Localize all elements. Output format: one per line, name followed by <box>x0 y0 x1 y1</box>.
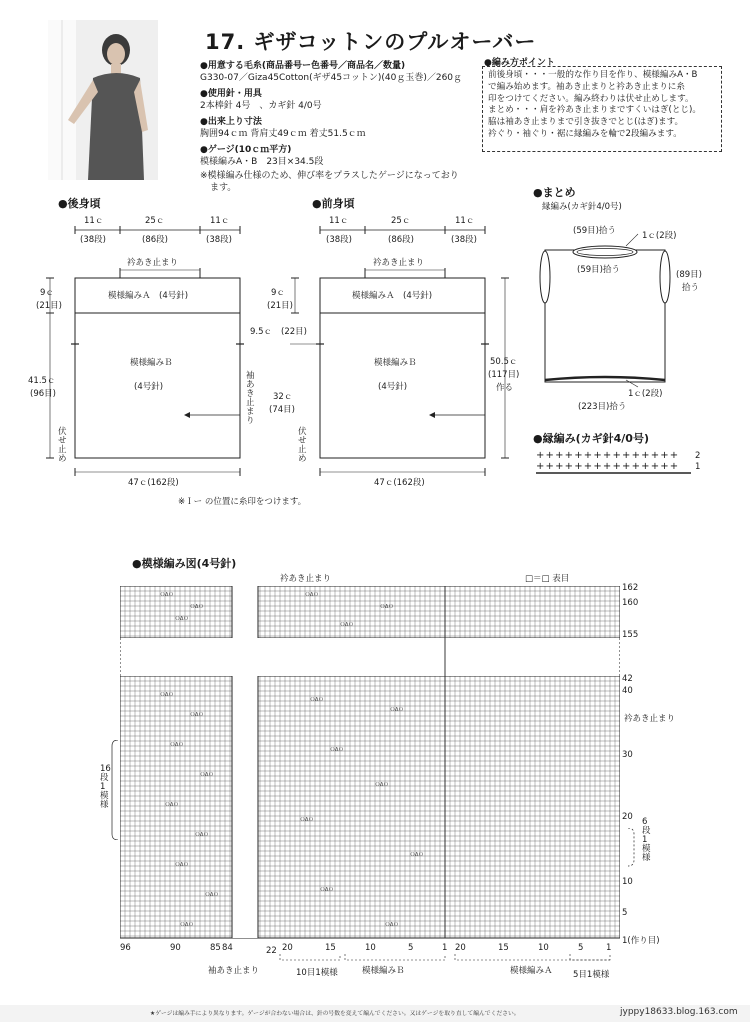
front-arm1-rows: (22目) <box>281 327 307 337</box>
chart-row-label: 1(作り目) <box>622 936 660 946</box>
edging-row-1-stitches: + + + + + + + + + + + + + + + <box>536 461 678 472</box>
model-photo <box>48 20 158 180</box>
chart-col-label: 15 <box>498 943 509 953</box>
yarn-heading: ●用意する毛糸(商品番号ー色番号／商品名／数量) <box>200 61 406 71</box>
front-bindoff: 伏せ止め <box>298 427 307 464</box>
front-pattern-a: 模様編みＡ (4号針) <box>352 291 433 301</box>
chart-col-label: 22 <box>266 946 277 956</box>
finishing-heading: ●まとめ <box>533 186 576 199</box>
front-pattern-b: 模様編みＢ <box>374 358 417 368</box>
model-photo-illustration <box>48 20 158 180</box>
svg-text:ＯΔＯ: ＯΔＯ <box>410 852 424 858</box>
points-line: 印をつけてください。編み終わりは伏せ止めします。 <box>488 93 694 104</box>
chart-pattern-a: 模様編みＡ <box>510 966 553 976</box>
back-heading: ●後身頃 <box>58 197 101 210</box>
chart-col-label: 20 <box>455 943 466 953</box>
back-h1: 9ｃ <box>40 288 54 298</box>
svg-text:ＯΔＯ: ＯΔＯ <box>180 922 194 928</box>
back-width-center: 25ｃ <box>145 216 165 226</box>
svg-text:ＯΔＯ: ＯΔＯ <box>195 832 209 838</box>
chart-col-label: 5 <box>578 943 584 953</box>
footer-note: ★ゲージは編み手により異なります。ゲージが合わない場合は、針の号数を変えて編んでください。又はゲージを取り直して編んでください。 <box>150 1011 520 1017</box>
points-line: 前後身頃・・・一般的な作り目を作り、模様編みA・B <box>488 70 698 80</box>
chart-col-label: 1 <box>606 943 612 953</box>
chart-row-label: 30 <box>622 750 633 760</box>
svg-text:ＯΔＯ: ＯΔＯ <box>200 772 214 778</box>
chart-repeat-10: 10目1模様 <box>296 968 338 978</box>
chart-row-label: 40 <box>622 686 633 696</box>
chart-repeat-16-bracket <box>110 740 120 840</box>
marker-note: ※Ｉー の位置に糸印をつけます。 <box>178 497 307 507</box>
chart-row-label: 42 <box>622 674 633 684</box>
chart-repeat-6-bracket <box>626 828 638 868</box>
svg-text:ＯΔＯ: ＯΔＯ <box>380 604 394 610</box>
back-h2-rows: (96目) <box>30 389 56 399</box>
back-rows-left: (38段) <box>80 235 106 245</box>
points-heading: ●編み方ポイント <box>484 58 555 68</box>
points-box <box>482 66 722 152</box>
front-make: 作る <box>496 383 514 393</box>
page-title: 17. ギザコットンのプルオーバー <box>205 30 537 54</box>
front-neck-stop: 衿あき止まり <box>373 258 425 268</box>
svg-text:ＯΔＯ: ＯΔＯ <box>320 887 334 893</box>
chart-row-label: 20 <box>622 812 633 822</box>
front-total: 50.5ｃ <box>490 357 518 367</box>
front-needle-b: (4号針) <box>378 382 408 392</box>
chart-col-label: 15 <box>325 943 336 953</box>
edging-row-1: 1 <box>695 462 701 472</box>
chart-col-label: 85 <box>210 943 221 953</box>
needles-heading: ●使用針・用具 <box>200 89 262 99</box>
back-rows-right: (38段) <box>206 235 232 245</box>
finishing-neck-top: (59目)拾う <box>573 226 616 236</box>
finishing-neck-bottom: (59目)拾う <box>577 265 620 275</box>
chart-pattern-b: 模様編みＢ <box>362 966 405 976</box>
svg-text:ＯΔＯ: ＯΔＯ <box>175 616 189 622</box>
svg-text:ＯΔＯ: ＯΔＯ <box>170 742 184 748</box>
svg-text:ＯΔＯ: ＯΔＯ <box>375 782 389 788</box>
svg-text:ＯΔＯ: ＯΔＯ <box>385 922 399 928</box>
chart-col-label: 96 <box>120 943 131 953</box>
svg-text:ＯΔＯ: ＯΔＯ <box>305 592 319 598</box>
front-sleeve-stop: 袖あき止まり <box>246 371 255 426</box>
back-h1-rows: (21目) <box>36 301 62 311</box>
edging-baseline <box>536 472 696 476</box>
chart-row-label: 155 <box>622 630 639 640</box>
chart-row-label: 160 <box>622 598 639 608</box>
svg-text:ＯΔＯ: ＯΔＯ <box>205 892 219 898</box>
svg-text:ＯΔＯ: ＯΔＯ <box>160 692 174 698</box>
size-heading: ●出来上り寸法 <box>200 117 262 127</box>
front-rows-left: (38段) <box>326 235 352 245</box>
front-rows-right: (38段) <box>451 235 477 245</box>
edging-row-2: 2 <box>695 451 701 461</box>
svg-text:ＯΔＯ: ＯΔＯ <box>310 697 324 703</box>
svg-text:ＯΔＯ: ＯΔＯ <box>300 817 314 823</box>
chart-heading: ●模様編み図(4号針) <box>132 557 237 570</box>
back-neck-stop: 衿あき止まり <box>127 258 179 268</box>
front-total-rows: (117目) <box>488 370 520 380</box>
points-line: 衿ぐり・袖ぐり・裾に縁編みを輪で2段編みます。 <box>488 128 682 139</box>
chart-repeat-16: 16段1模様 <box>100 764 111 810</box>
finishing-edge-bottom: 1ｃ(2段) <box>628 389 663 399</box>
front-width-center: 25ｃ <box>391 216 411 226</box>
points-line: で編み始めます。袖あき止まりと衿あき止まりに糸 <box>488 81 685 92</box>
chart-neck-stop-right: 衿あき止まり <box>624 714 676 724</box>
chart-legend: □＝□ 表目 <box>525 574 570 584</box>
front-rows-center: (86段) <box>388 235 414 245</box>
front-arm2: 32ｃ <box>273 392 293 402</box>
footer-blog: jyppy18633.blog.163.com <box>620 1007 738 1017</box>
chart-repeat-6: 6段1模様 <box>642 817 651 863</box>
back-h2: 41.5ｃ <box>28 376 56 386</box>
front-h1: 9ｃ <box>271 288 285 298</box>
back-bindoff: 伏せ止め <box>58 427 67 464</box>
finishing-edge-top: 1ｃ(2段) <box>642 231 677 241</box>
chart-col-label: 20 <box>282 943 293 953</box>
chart-neck-stop: 衿あき止まり <box>280 574 332 584</box>
back-bottom-width: 47ｃ(162段) <box>128 478 179 488</box>
finishing-arm-pick: 拾う <box>682 283 700 293</box>
back-rows-center: (86段) <box>142 235 168 245</box>
svg-text:ＯΔＯ: ＯΔＯ <box>190 604 204 610</box>
edging-row-2-stitches: + + + + + + + + + + + + + + + <box>536 450 678 461</box>
chart-col-label: 10 <box>365 943 376 953</box>
front-diagram <box>290 210 510 495</box>
gauge-note-2: ます。 <box>210 183 237 193</box>
points-line: まとめ・・・肩を衿あき止まりまですくいはぎ(とじ)。 <box>488 105 701 116</box>
back-pattern-a: 模様編みＡ (4号針) <box>108 291 189 301</box>
back-diagram <box>40 210 255 495</box>
front-arm1: 9.5ｃ <box>250 327 273 337</box>
yarn-value: G330-07／Giza45Cotton(ギザ45コットン)(40ｇ玉巻)／260ｇ <box>200 73 463 83</box>
front-width-right: 11ｃ <box>455 216 475 226</box>
front-heading: ●前身頃 <box>312 197 355 210</box>
finishing-sub: 縁編み(カギ針4/0号) <box>542 202 622 212</box>
back-pattern-b: 模様編みＢ <box>130 358 173 368</box>
front-bottom-width: 47ｃ(162段) <box>374 478 425 488</box>
front-arm2-rows: (74目) <box>269 405 295 415</box>
svg-text:ＯΔＯ: ＯΔＯ <box>390 707 404 713</box>
edging-heading: ●縁編み(カギ針4/0号) <box>533 432 649 445</box>
front-width-left: 11ｃ <box>329 216 349 226</box>
back-needle-b: (4号針) <box>134 382 164 392</box>
chart-row-label: 162 <box>622 583 639 593</box>
back-width-right: 11ｃ <box>210 216 230 226</box>
svg-text:ＯΔＯ: ＯΔＯ <box>330 747 344 753</box>
chart-grid <box>120 586 620 941</box>
chart-col-label: 5 <box>408 943 414 953</box>
finishing-arm: (89目) <box>676 270 702 280</box>
chart-col-label: 1 <box>442 943 448 953</box>
chart-col-label: 10 <box>538 943 549 953</box>
svg-text:ＯΔＯ: ＯΔＯ <box>190 712 204 718</box>
finishing-hem: (223目)拾う <box>578 402 627 412</box>
chart-repeat-5: 5目1模様 <box>573 970 610 980</box>
points-line: 脇は袖あき止まりまで引き抜きでとじ(はぎ)ます。 <box>488 117 684 128</box>
chart-col-label: 90 <box>170 943 181 953</box>
gauge-heading: ●ゲージ(10ｃｍ平方) <box>200 145 292 155</box>
gauge-value: 模様編みA・B 23目×34.5段 <box>200 157 324 167</box>
chart-col-label: 84 <box>222 943 233 953</box>
size-value: 胸囲94ｃｍ 背肩丈49ｃｍ 着丈51.5ｃｍ <box>200 129 366 139</box>
back-width-left: 11ｃ <box>84 216 104 226</box>
needles-value: 2本棒針 4号 、カギ針 4/0号 <box>200 101 322 111</box>
gauge-note-1: ※模様編み仕様のため、伸び率をプラスしたゲージになっており <box>200 171 459 181</box>
finishing-diagram <box>530 222 710 412</box>
svg-text:ＯΔＯ: ＯΔＯ <box>175 862 189 868</box>
front-h1-rows: (21目) <box>267 301 293 311</box>
chart-sleeve-stop: 袖あき止まり <box>208 966 260 976</box>
chart-row-label: 10 <box>622 877 633 887</box>
svg-text:ＯΔＯ: ＯΔＯ <box>340 622 354 628</box>
chart-row-label: 5 <box>622 908 628 918</box>
svg-text:ＯΔＯ: ＯΔＯ <box>165 802 179 808</box>
svg-text:ＯΔＯ: ＯΔＯ <box>160 592 174 598</box>
